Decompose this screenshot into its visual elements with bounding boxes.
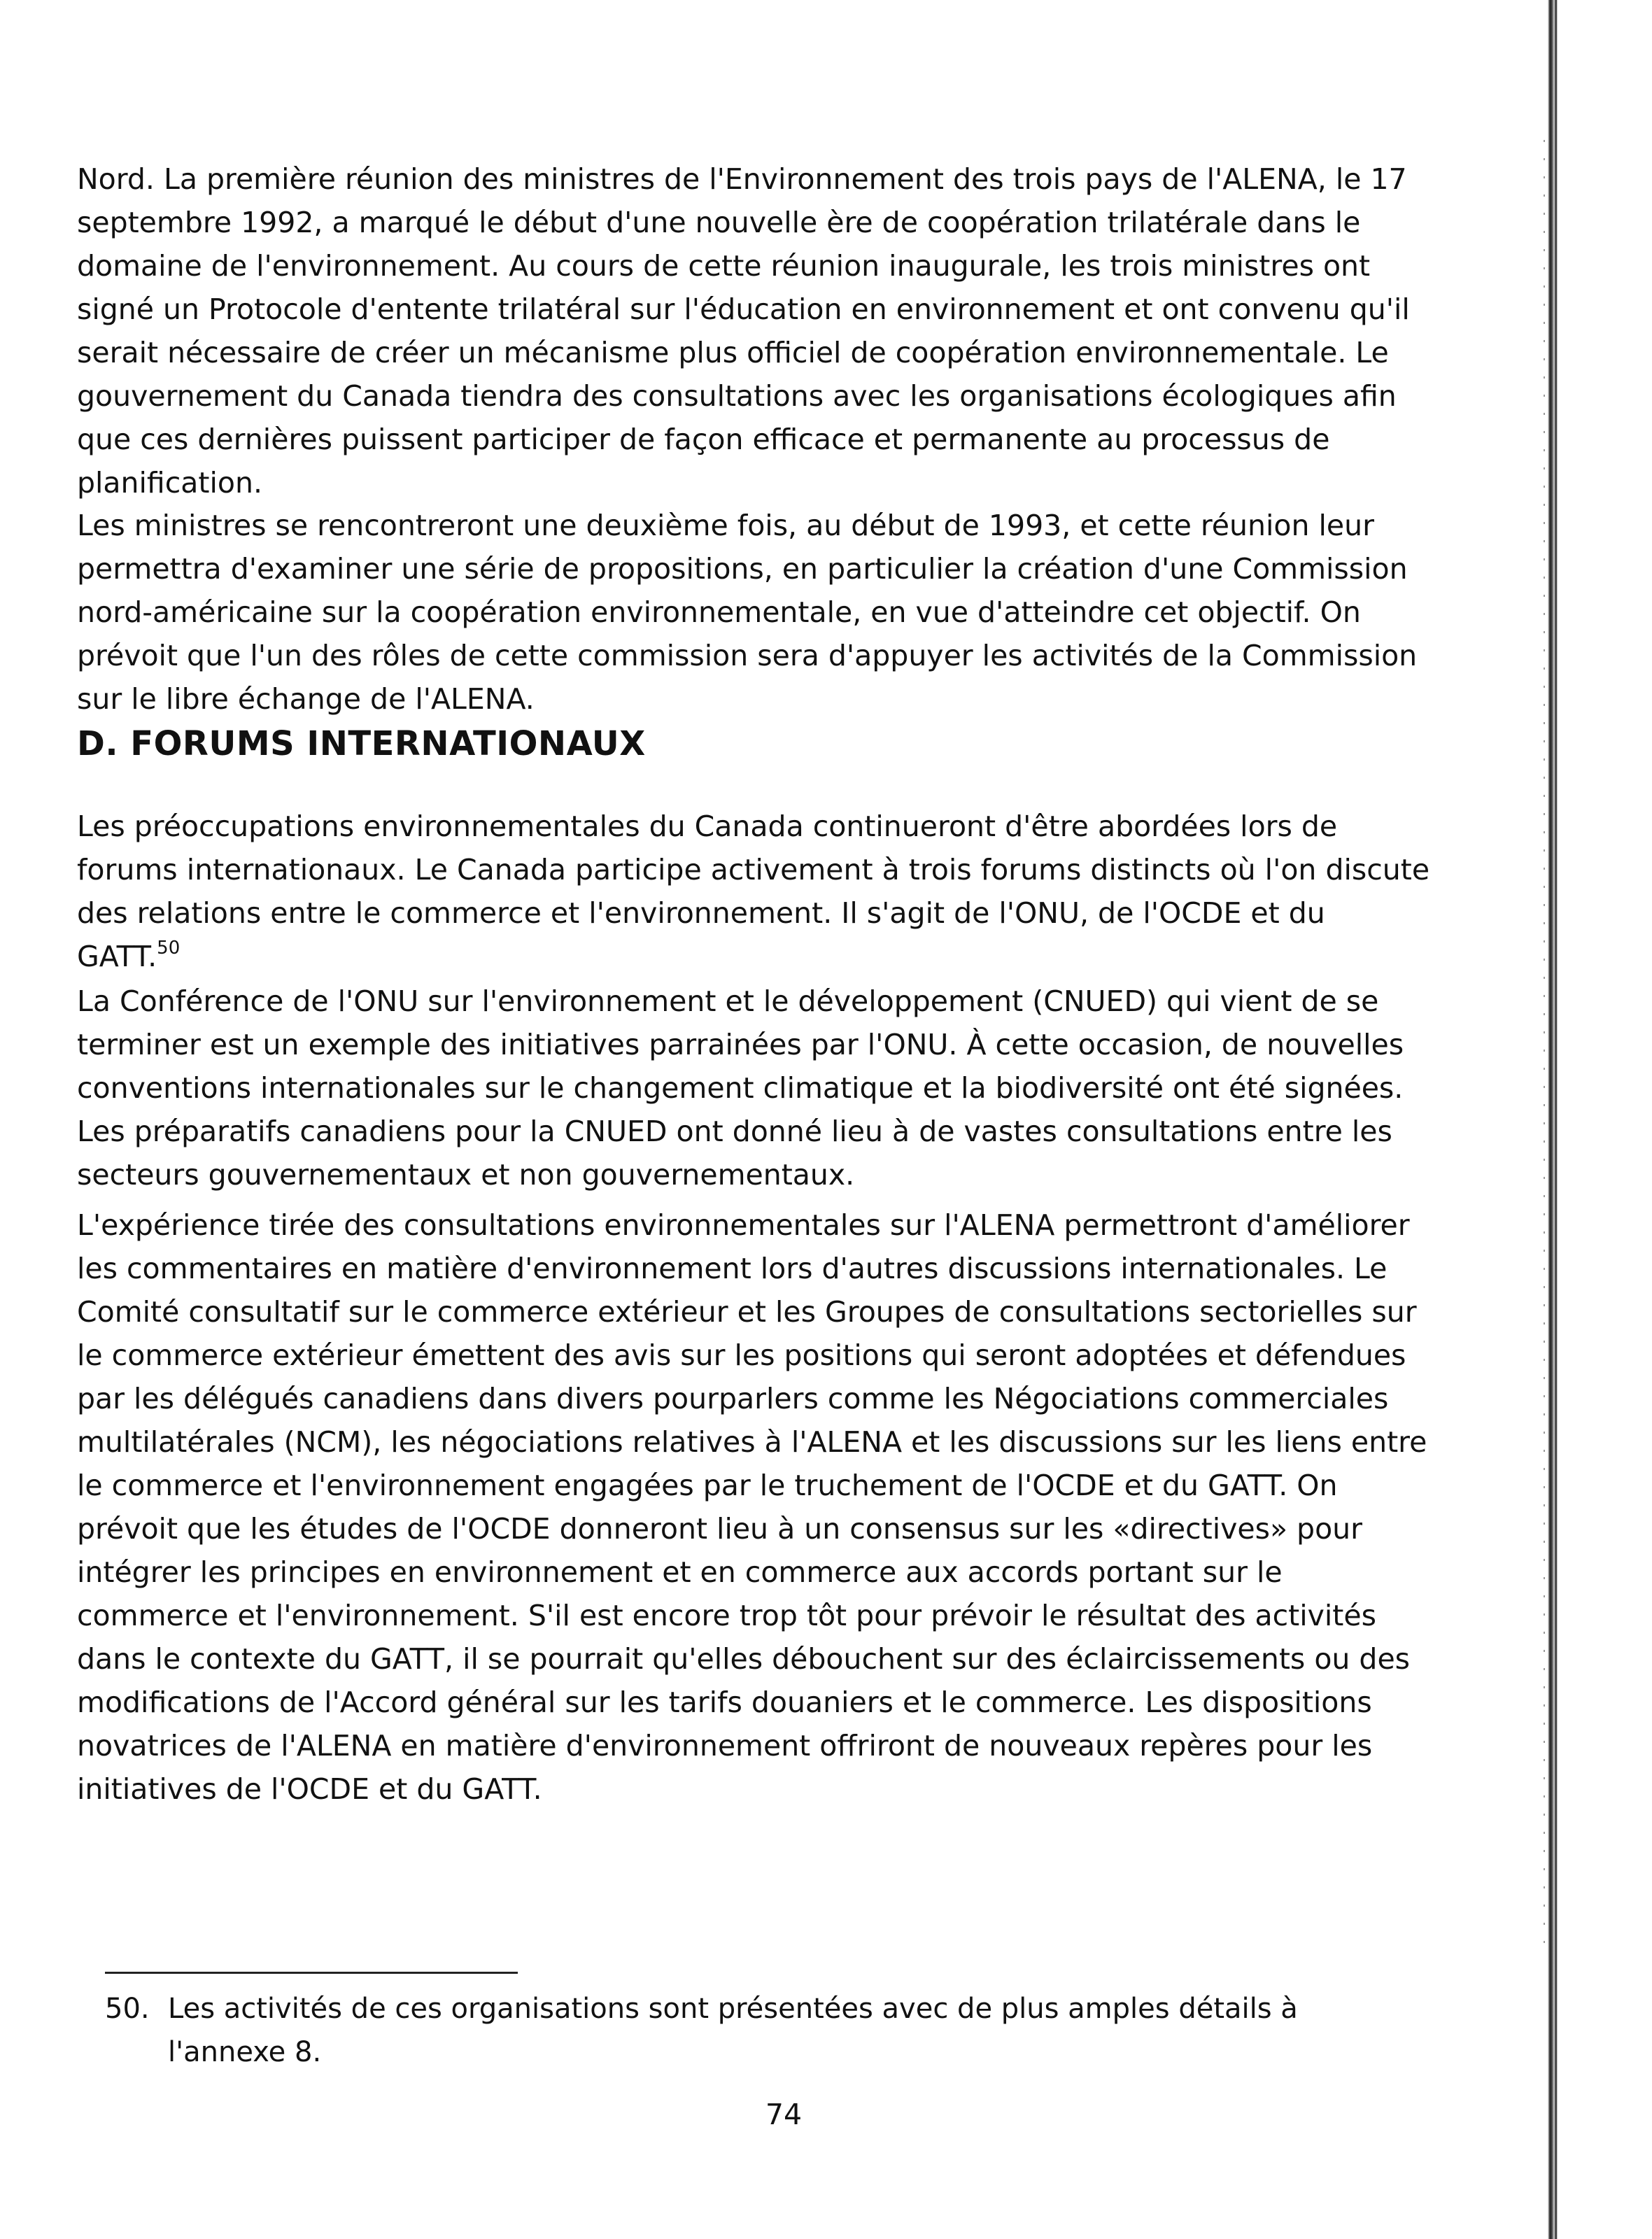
page-number: 74	[765, 2098, 803, 2131]
footnote	[105, 1987, 1399, 2074]
scan-binding-edge	[1548, 0, 1558, 2239]
paragraph-ministres: Les ministres se rencontreront une deuxième fois, au début de 1993, et cette réunion leur permettra d'examiner une série de propositions, en particulier la création d'une Commission nord-américaine sur la coopération environnementale, en vue d'atteindre cet objectif. On prévoit que l'un des rôles de cette commission sera d'appuyer les activités de la Commission sur le libre échange de l'ALENA.	[77, 509, 1418, 716]
footnote-text: Les activités de ces organisations sont présentées avec de plus amples détails à l'annexe 8.	[168, 1993, 1298, 2068]
paragraph-preoccupations	[77, 805, 1434, 978]
footnote-reference: 50	[157, 938, 181, 959]
paragraph-cnued: La Conférence de l'ONU sur l'environnement et le développement (CNUED) qui vient de se terminer est un exemple des initiatives parrainées par l'ONU. À cette occasion, de nouvelles conventions internationales sur le changement climatique et la biodiversité ont été signées. Les préparatifs canadiens pour la CNUED ont donné lieu à de vastes consultations entre les secteurs gouvernementaux et non gouvernementaux.	[77, 984, 1404, 1192]
footnote-divider	[105, 1972, 518, 1974]
section-heading: D. FORUMS INTERNATIONAUX	[77, 724, 646, 763]
scan-edge-marks	[1544, 140, 1545, 1959]
paragraph-text: Les préoccupations environnementales du Canada continueront d'être abordées lors de forums internationaux. Le Canada participe activement à trois forums distincts où l'on discute des relations entre le commerce et l'environnement. Il s'agit de l'ONU, de l'OCDE et du GATT.	[77, 810, 1430, 973]
paragraph-nord: Nord. La première réunion des ministres de l'Environnement des trois pays de l'ALENA, le 17 septembre 1992, a marqué le début d'une nouvelle ère de coopération trilatérale dans le domaine de l'environnement. Au cours de cette réunion inaugurale, les trois ministres ont signé un Protocole d'entente trilatéral sur l'éducation en environnement et ont convenu qu'il serait nécessaire de créer un mécanisme plus officiel de coopération environnementale. Le gouvernement du Canada tiendra des consultations avec les organisations écologiques afin que ces dernières puissent participer de façon efficace et permanente au processus de planification.	[77, 162, 1410, 500]
paragraph-experience: L'expérience tirée des consultations environnementales sur l'ALENA permettront d'améliorer les commentaires en matière d'environnement lors d'autres discussions internationales. Le Comité consultatif sur le commerce extérieur et les Groupes de consultations sectorielles sur le commerce extérieur émettent des avis sur les positions qui seront adoptées et défendues par les délégués canadiens dans divers pourparlers comme les Négociations commerciales multilatérales (NCM), les négociations relatives à l'ALENA et les discussions sur les liens entre le commerce et l'environnement engagées par le truchement de l'OCDE et du GATT. On prévoit que les études de l'OCDE donneront lieu à un consensus sur les «directives» pour intégrer les principes en environnement et en commerce aux accords portant sur le commerce et l'environnement. S'il est encore trop tôt pour prévoir le résultat des activités dans le contexte du GATT, il se pourrait qu'elles débouchent sur des éclaircissements ou des modifications de l'Accord général sur les tarifs douaniers et le commerce. Les dispositions novatrices de l'ALENA en matière d'environnement offriront de nouveaux repères pour les initiatives de l'OCDE et du GATT.	[77, 1208, 1427, 1806]
footnote-number: 50.	[105, 1993, 150, 2025]
